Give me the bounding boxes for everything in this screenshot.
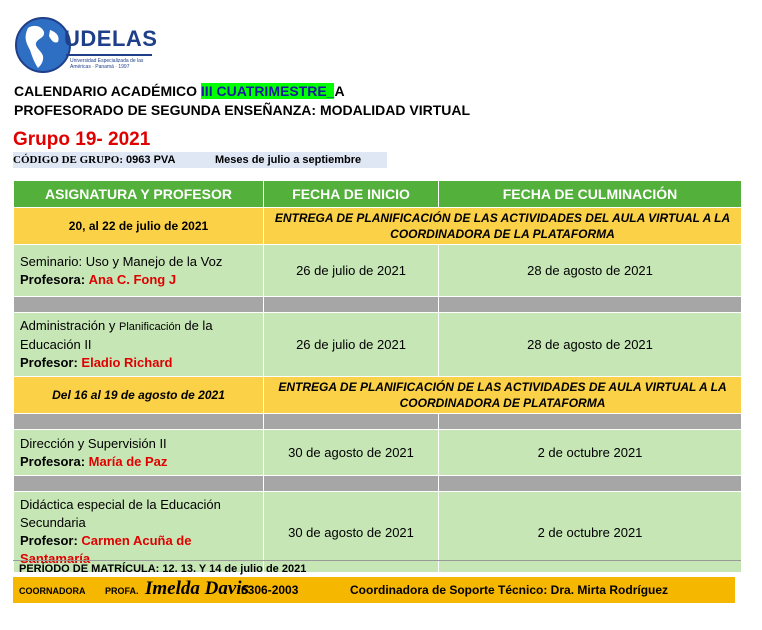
calendar-table — [13, 180, 742, 573]
program-title: PROFESORADO DE SEGUNDA ENSEÑANZA: MODALIDAD VIRTUAL — [14, 102, 471, 118]
column-header-subject: ASIGNATURA Y PROFESOR — [14, 181, 264, 208]
title-suffix: A — [334, 83, 345, 99]
title-highlight: III CUATRIMESTRE_ — [200, 83, 335, 99]
enrollment-period — [13, 560, 741, 577]
professor-label: Profesora: — [20, 271, 86, 287]
logo-rule — [66, 54, 152, 56]
enrollment-period-text: PERÍODO DE MATRÍCULA: 12. 13. Y 14 de julio de 2021 — [19, 563, 307, 575]
table-row — [14, 245, 742, 297]
professor-name: Ana C. Fong J — [88, 271, 177, 287]
professor-name: Eladio Richard — [81, 355, 173, 370]
course-subject: Dirección y Supervisión II — [20, 435, 167, 451]
entrega-date: 20, al 22 de julio de 2021 — [14, 208, 264, 245]
table-header-row — [14, 181, 742, 208]
end-date: 28 de agosto de 2021 — [439, 245, 742, 297]
udelas-logo — [14, 14, 158, 76]
course-subject: Didáctica especial de la Educación Secundaria — [20, 497, 221, 530]
coordinator-signature: Imelda Davis — [145, 578, 249, 599]
logo-tagline: Universidad Especializada de las Américas · Panamá · 1997 — [70, 58, 144, 70]
support-coordinator: Coordinadora de Soporte Técnico: Dra. Mirta Rodríguez — [350, 583, 669, 597]
separator-row — [14, 476, 742, 492]
calendar-title — [14, 83, 345, 99]
start-date: 26 de julio de 2021 — [264, 245, 439, 297]
course-cell — [14, 430, 264, 476]
coordinator-label: COORNADORA — [19, 586, 86, 596]
group-code-bar — [13, 152, 387, 168]
start-date: 26 de julio de 2021 — [264, 313, 439, 377]
entrega-text: ENTREGA DE PLANIFICACIÓN DE LAS ACTIVIDADES DE AULA VIRTUAL A LA COORDINADORA DE PLATAFORMA — [264, 377, 742, 414]
table-row — [14, 377, 742, 414]
course-subject-part: Planificación — [118, 321, 181, 333]
professor-label: Profesor: — [20, 355, 78, 370]
end-date: 2 de octubre 2021 — [439, 492, 742, 573]
profa-label: PROFA. — [105, 586, 139, 596]
months-label: Meses de julio a septiembre — [215, 154, 362, 166]
column-header-start: FECHA DE INICIO — [264, 181, 439, 208]
end-date: 2 de octubre 2021 — [439, 430, 742, 476]
course-subject: Seminario: Uso y Manejo de la Voz — [20, 253, 223, 269]
start-date: 30 de agosto de 2021 — [264, 430, 439, 476]
entrega-text: ENTREGA DE PLANIFICACIÓN DE LAS ACTIVIDADES DEL AULA VIRTUAL A LA COORDINADORA DE LA PLATAFORMA — [264, 208, 742, 245]
table-row — [14, 430, 742, 476]
title-prefix: CALENDARIO ACADÉMICO — [14, 83, 201, 99]
course-subject-part: Administración y — [20, 318, 119, 333]
start-date: 30 de agosto de 2021 — [264, 492, 439, 573]
column-header-end: FECHA DE CULMINACIÓN — [439, 181, 742, 208]
professor-label: Profesora: — [20, 453, 86, 469]
course-cell — [14, 245, 264, 297]
professor-name: María de Paz — [88, 453, 168, 469]
coordinator-footer — [13, 577, 735, 603]
professor-label: Profesor: — [20, 533, 78, 548]
professor-name: Carmen Acuña de Santamaría — [20, 533, 192, 566]
group-title: Grupo 19- 2021 — [13, 129, 151, 150]
separator-row — [14, 297, 742, 313]
group-code-label: CÓDIGO DE GRUPO: — [13, 154, 123, 166]
group-code-value: 0963 PVA — [123, 154, 176, 166]
course-cell — [14, 313, 264, 377]
logo-wordmark: UDELAS — [64, 26, 158, 51]
table-row — [14, 208, 742, 245]
table-row — [14, 313, 742, 377]
coordinator-phone: 6306-2003 — [241, 583, 299, 597]
course-subject-part: de la Educación II — [20, 318, 213, 352]
end-date: 28 de agosto de 2021 — [439, 313, 742, 377]
separator-row — [14, 414, 742, 430]
entrega-date: Del 16 al 19 de agosto de 2021 — [14, 377, 264, 414]
